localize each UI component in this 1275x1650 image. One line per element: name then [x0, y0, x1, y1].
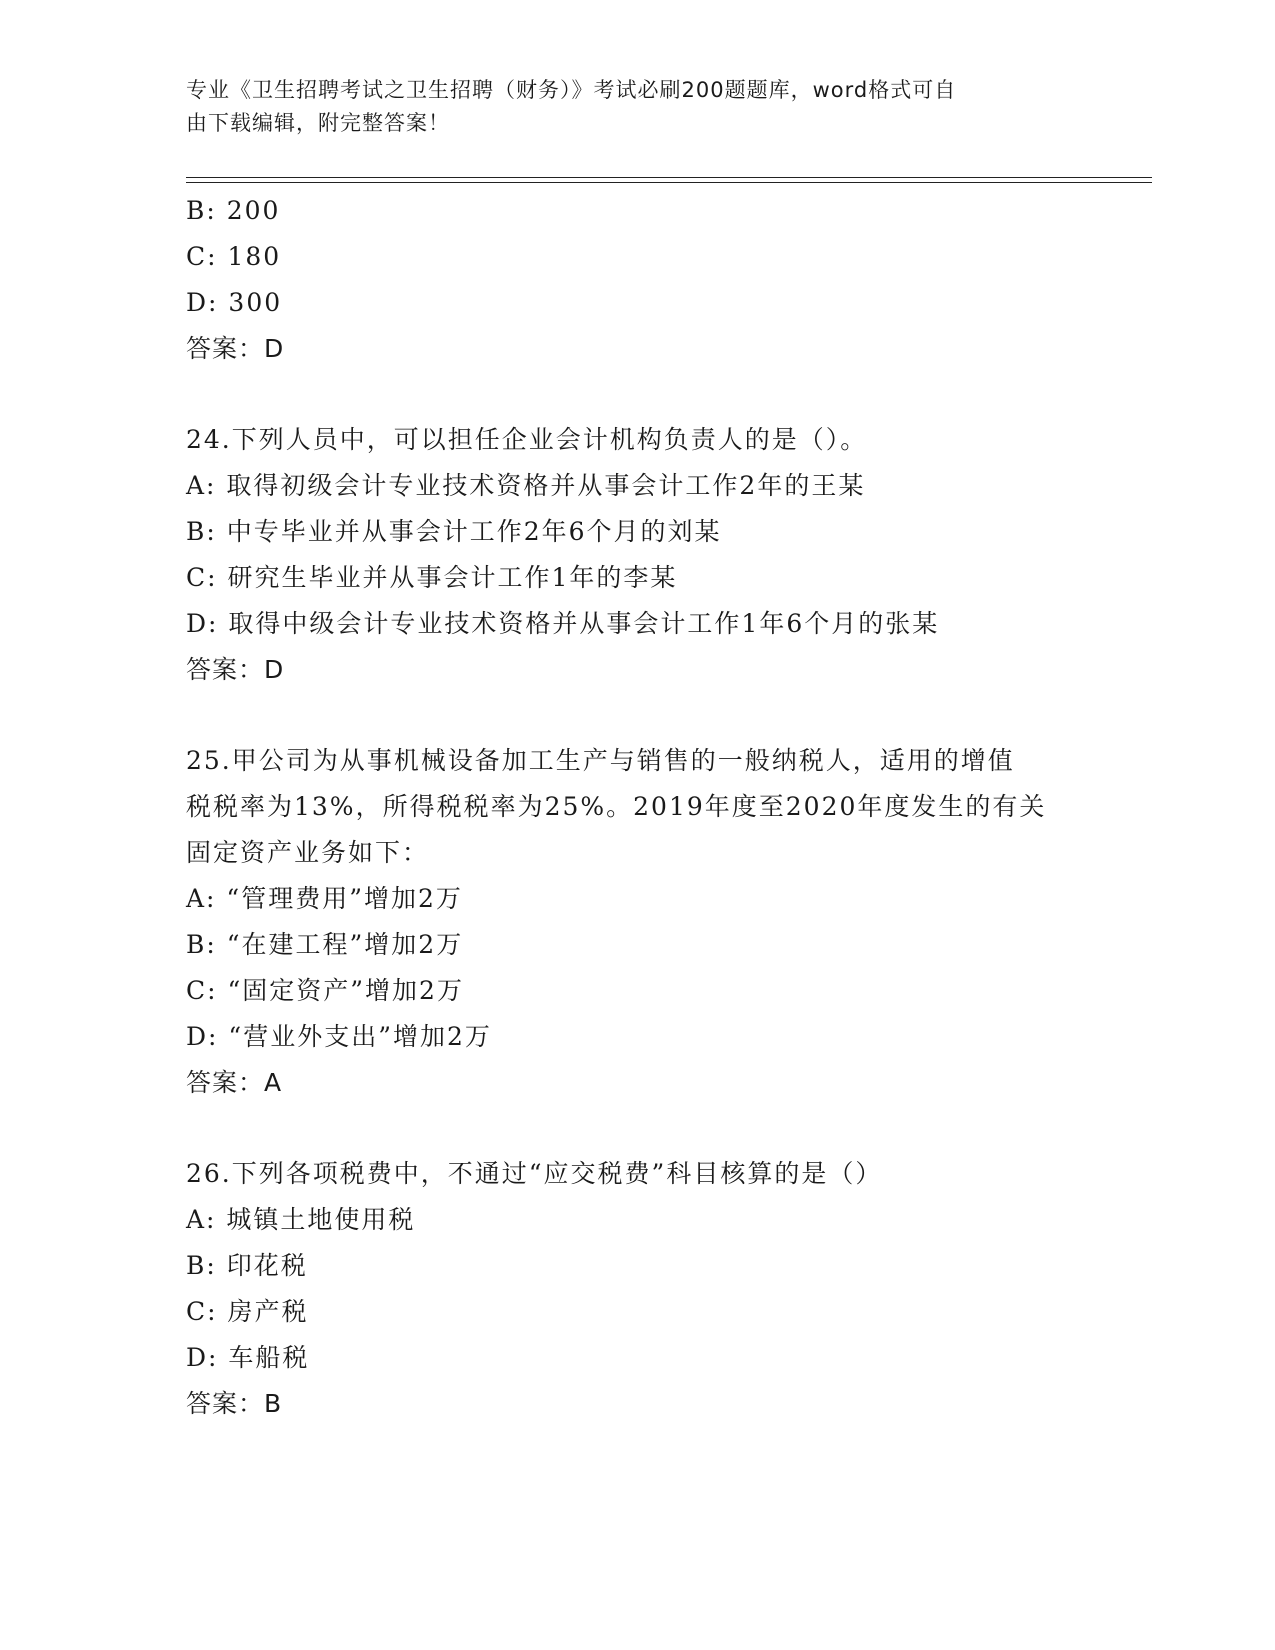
option-c: C: 180 — [186, 242, 282, 271]
document-body — [186, 188, 1086, 1427]
header-title-line1: 专业《卫生招聘考试之卫生招聘（财务）》考试必刷200题题库，word格式可自 — [186, 78, 957, 102]
question-text-line3: 固定资产业务如下： — [186, 838, 430, 867]
answer: 答案：D — [186, 334, 285, 363]
question-26 — [186, 1151, 1086, 1427]
question-text: 24.下列人员中，可以担任企业会计机构负责人的是（）。 — [186, 425, 868, 454]
prev-question — [186, 188, 1086, 372]
option-d: D: 300 — [186, 288, 283, 317]
document-header — [186, 74, 1066, 140]
header-title-line2: 由下载编辑，附完整答案！ — [186, 111, 450, 135]
header-divider-top — [186, 177, 1152, 178]
option-a: A: “管理费用”增加2万 — [186, 884, 463, 913]
question-text-line1: 25.甲公司为从事机械设备加工生产与销售的一般纳税人，适用的增值 — [186, 746, 1015, 775]
header-divider-bottom — [186, 182, 1152, 183]
option-a: A: 城镇土地使用税 — [186, 1205, 416, 1234]
option-c: C: 房产税 — [186, 1297, 309, 1326]
answer: 答案：B — [186, 1389, 283, 1418]
option-b: B: 印花税 — [186, 1251, 308, 1280]
question-24 — [186, 417, 1086, 693]
question-text-line2: 税税率为13%，所得税税率为25%。2019年度至2020年度发生的有关 — [186, 792, 1047, 821]
answer: 答案：A — [186, 1068, 283, 1097]
option-b: B: 中专毕业并从事会计工作2年6个月的刘某 — [186, 517, 722, 546]
option-d: D: 车船税 — [186, 1343, 310, 1372]
answer: 答案：D — [186, 655, 285, 684]
option-c: C: 研究生毕业并从事会计工作1年的李某 — [186, 563, 678, 592]
option-c: C: “固定资产”增加2万 — [186, 976, 464, 1005]
option-d: D: “营业外支出”增加2万 — [186, 1022, 492, 1051]
option-b: B: 200 — [186, 196, 281, 225]
question-25 — [186, 738, 1086, 1106]
option-a: A: 取得初级会计专业技术资格并从事会计工作2年的王某 — [186, 471, 866, 500]
option-d: D: 取得中级会计专业技术资格并从事会计工作1年6个月的张某 — [186, 609, 940, 638]
option-b: B: “在建工程”增加2万 — [186, 930, 464, 959]
question-text: 26.下列各项税费中，不通过“应交税费”科目核算的是（） — [186, 1159, 883, 1188]
